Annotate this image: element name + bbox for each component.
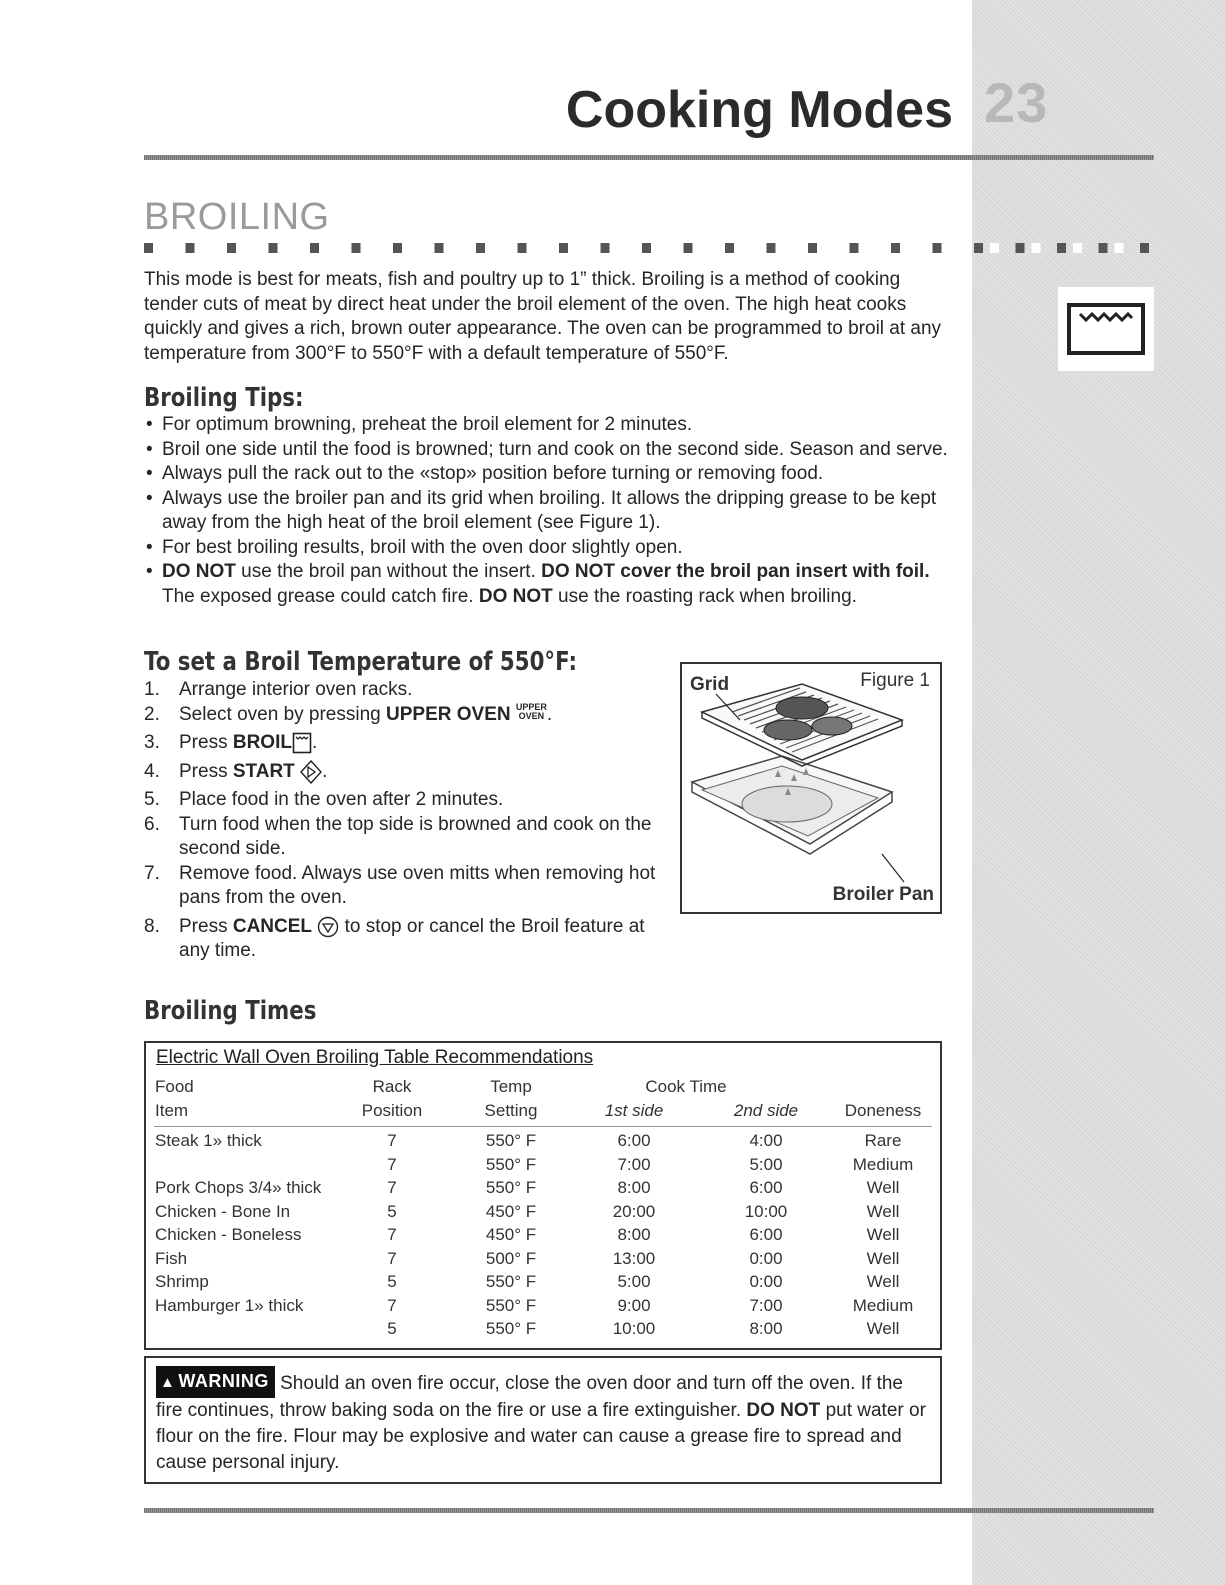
figure-caption: Figure 1 (860, 670, 930, 691)
header-item: Item (155, 1100, 189, 1120)
cell-doneness: Medium (852, 1295, 914, 1315)
cell-temp: 550° F (485, 1319, 537, 1338)
figure-broiler-pan (680, 662, 942, 914)
cell-rack: 7 (387, 1154, 397, 1174)
step-item: 4. Press START . (144, 760, 664, 785)
broiling-times-heading: Broiling Times (144, 996, 317, 1026)
header-temp: Temp (490, 1077, 532, 1096)
table-body (146, 1077, 940, 1343)
figure-pan-label: Broiler Pan (832, 884, 934, 905)
tip-bold: DO NOT (478, 585, 553, 607)
cell-second: 10:00 (744, 1201, 788, 1221)
cell-temp: 450° F (485, 1225, 537, 1244)
cell-temp: 550° F (485, 1131, 537, 1150)
table-rows (146, 1131, 940, 1343)
cell-doneness: Medium (852, 1154, 914, 1174)
key-name: CANCEL (232, 915, 313, 937)
table-row (146, 1225, 940, 1249)
cell-second: 4:00 (749, 1131, 783, 1150)
tip-text: The exposed grease could catch fire. (162, 585, 479, 607)
cell-second: 6:00 (749, 1178, 783, 1197)
cell-doneness: Rare (864, 1131, 902, 1150)
tip-bold: DO NOT (162, 561, 236, 582)
tip-item: • Always use the broiler pan and its grid when broiling. It allows the dripping grease to be kept away from the high heat of the broil element (see Figure 1). (144, 487, 954, 536)
cell-first: 13:00 (612, 1248, 656, 1268)
step-number: 6. (144, 813, 160, 835)
step-text: Press (179, 915, 233, 937)
broiler-pan-illustration (682, 664, 940, 912)
table-row (146, 1202, 940, 1226)
warning-triangle-icon: ▲ (160, 1374, 176, 1391)
header-rule (144, 155, 1154, 160)
cell-temp: 500° F (485, 1248, 537, 1268)
footer-rule (144, 1508, 1154, 1513)
table-row (146, 1155, 940, 1179)
tip-text: use the broil pan without the insert. (235, 561, 542, 582)
tip-bold: DO NOT cover the broil pan insert with foil. (541, 561, 930, 582)
warning-text (156, 1366, 926, 1476)
upper-oven-key-icon (516, 703, 547, 721)
cell-rack: 7 (387, 1225, 397, 1244)
step-number: 3. (144, 732, 160, 753)
cell-first: 7:00 (617, 1154, 651, 1174)
cell-rack: 7 (387, 1248, 397, 1268)
warning-badge-label: WARNING (178, 1371, 269, 1391)
table-row (146, 1319, 940, 1343)
cell-food: Steak 1» thick (155, 1131, 262, 1150)
step-text: Remove food. Always use oven mitts when removing hot pans from the oven. (179, 862, 656, 909)
cell-first: 6:00 (617, 1131, 651, 1150)
cell-doneness: Well (866, 1319, 900, 1338)
cell-food: Shrimp (155, 1272, 209, 1291)
header-doneness: Doneness (844, 1100, 922, 1120)
header-food: Food (155, 1077, 194, 1096)
step-number: 5. (144, 789, 160, 811)
warning-bold: DO NOT (746, 1400, 821, 1421)
table-row (146, 1296, 940, 1320)
cell-rack: 5 (387, 1319, 397, 1338)
tip-item: • For best broiling results, broil with the oven door slightly open. (144, 536, 954, 561)
tip-item: • Broil one side until the food is browned; turn and cook on the second side. Season and serve. (144, 438, 954, 463)
step-text: to stop or cancel the Broil feature at any time. (179, 915, 645, 962)
cell-doneness: Well (866, 1248, 900, 1268)
step-item (144, 915, 664, 964)
table-row (146, 1249, 940, 1273)
step-item (144, 862, 664, 911)
step-number: 8. (144, 915, 160, 937)
key-icon-top: UPPER (515, 701, 547, 712)
cell-first: 10:00 (612, 1319, 656, 1338)
step-number: 7. (144, 862, 160, 884)
cell-first: 8:00 (617, 1178, 651, 1197)
page-number: 23 (984, 71, 1049, 134)
cell-temp: 550° F (485, 1295, 537, 1315)
cell-temp: 550° F (485, 1272, 537, 1291)
step-text: Turn food when the top side is browned and cook on the second side. (179, 813, 652, 860)
broil-key-icon (292, 732, 312, 754)
step-text: Press (179, 760, 233, 782)
tip-item: • Always pull the rack out to the «stop» position before turning or removing food. (144, 462, 954, 487)
tip-item: • For optimum browning, preheat the broil element for 2 minutes. (144, 413, 954, 438)
cell-temp: 550° F (485, 1178, 537, 1197)
steps-list (144, 678, 664, 968)
cell-second: 0:00 (749, 1248, 783, 1268)
cell-second: 7:00 (749, 1295, 783, 1315)
key-name: START (232, 760, 295, 782)
intro-paragraph: This mode is best for meats, fish and poultry up to 1” thick. Broiling is a method of cooking tender cuts of meat by direct heat under the broil element of the oven. The high heat cooks quickly and gives a rich, brown outer appearance. The oven can be programmed to broil at any temperature from 300°F to 550°F with a default temperature of 550°F. (144, 269, 942, 364)
start-key-icon (300, 760, 322, 784)
figure-grid-label: Grid (690, 674, 730, 695)
key-name: BROIL (232, 732, 292, 753)
header-cook-time: Cook Time (645, 1077, 727, 1096)
step-item (144, 788, 664, 813)
cell-doneness: Well (866, 1178, 900, 1197)
step-number: 4. (144, 760, 160, 782)
cell-food: Fish (155, 1248, 188, 1268)
step-item: 2. Select oven by pressing UPPER OVEN UPPER OVEN . (144, 703, 664, 728)
header-rack: Rack (372, 1077, 412, 1096)
table-row (146, 1178, 940, 1202)
cell-temp: 450° F (485, 1201, 537, 1221)
warning-box (144, 1356, 942, 1484)
cell-first: 5:00 (617, 1272, 651, 1291)
warning-text-part: Should an oven fire occur, close the oven door and turn off the oven. If the fire continues, throw baking soda on the fire or use a fire extinguisher. (156, 1373, 903, 1421)
cell-first: 9:00 (617, 1295, 651, 1315)
cell-second: 0:00 (749, 1272, 783, 1291)
step-text: Select oven by pressing (179, 703, 387, 725)
cell-first: 20:00 (612, 1201, 656, 1221)
tips-heading: Broiling Tips: (144, 383, 304, 413)
cell-first: 8:00 (617, 1225, 651, 1244)
section-title: BROILING (144, 196, 330, 238)
tip-item-warning (144, 560, 954, 609)
cell-rack: 5 (387, 1201, 397, 1221)
table-row (146, 1131, 940, 1155)
cell-food: Pork Chops 3/4» thick (155, 1178, 322, 1197)
table-row (146, 1272, 940, 1296)
cancel-key-icon (317, 916, 339, 938)
key-name: UPPER OVEN (386, 703, 511, 725)
warning-text-part: put water or flour on the fire. Flour may be explosive and water can cause a grease fire to spread and cause personal injury. (156, 1400, 926, 1473)
page-title: Cooking Modes (565, 81, 953, 139)
broiling-table (144, 1041, 942, 1350)
cell-second: 8:00 (749, 1319, 783, 1338)
header-first-side: 1st side (604, 1100, 664, 1120)
table-title: Electric Wall Oven Broiling Table Recommendations (156, 1047, 594, 1068)
cell-second: 5:00 (749, 1154, 783, 1174)
step-item (144, 813, 664, 862)
cell-food: Chicken - Boneless (155, 1225, 302, 1244)
step-text: Arrange interior oven racks. (179, 679, 413, 700)
header-setting: Setting (484, 1100, 538, 1120)
cell-rack: 5 (387, 1272, 397, 1291)
warning-badge (156, 1366, 275, 1398)
table-header-row (146, 1101, 940, 1125)
tips-list (144, 413, 954, 609)
cell-rack: 7 (387, 1178, 397, 1197)
cell-rack: 7 (387, 1131, 397, 1150)
table-separator (154, 1126, 932, 1127)
cell-food: Chicken - Bone In (155, 1201, 291, 1221)
header-position: Position (361, 1100, 423, 1120)
cell-doneness: Well (866, 1201, 900, 1221)
cell-doneness: Well (866, 1225, 900, 1244)
table-header-row (146, 1077, 940, 1101)
key-icon-bottom: OVEN (518, 710, 545, 721)
step-number: 1. (144, 679, 160, 700)
cell-doneness: Well (866, 1272, 900, 1291)
tip-text: use the roasting rack when broiling. (552, 585, 857, 607)
step-item (144, 678, 664, 703)
dotted-divider-side (990, 243, 1154, 253)
broil-oven-icon (1066, 302, 1146, 356)
step-text: Press (179, 732, 233, 753)
step-item: 3. Press BROIL . (144, 731, 664, 756)
step-number: 2. (144, 703, 160, 725)
side-tab-strip (972, 0, 1225, 1585)
cell-second: 6:00 (749, 1225, 783, 1244)
step-text: Place food in the oven after 2 minutes. (179, 789, 504, 811)
set-broil-heading: To set a Broil Temperature of 550°F: (144, 647, 578, 677)
cell-temp: 550° F (485, 1154, 537, 1174)
cell-rack: 7 (387, 1295, 397, 1315)
header-second-side: 2nd side (733, 1100, 799, 1120)
cell-food: Hamburger 1» thick (155, 1295, 304, 1315)
